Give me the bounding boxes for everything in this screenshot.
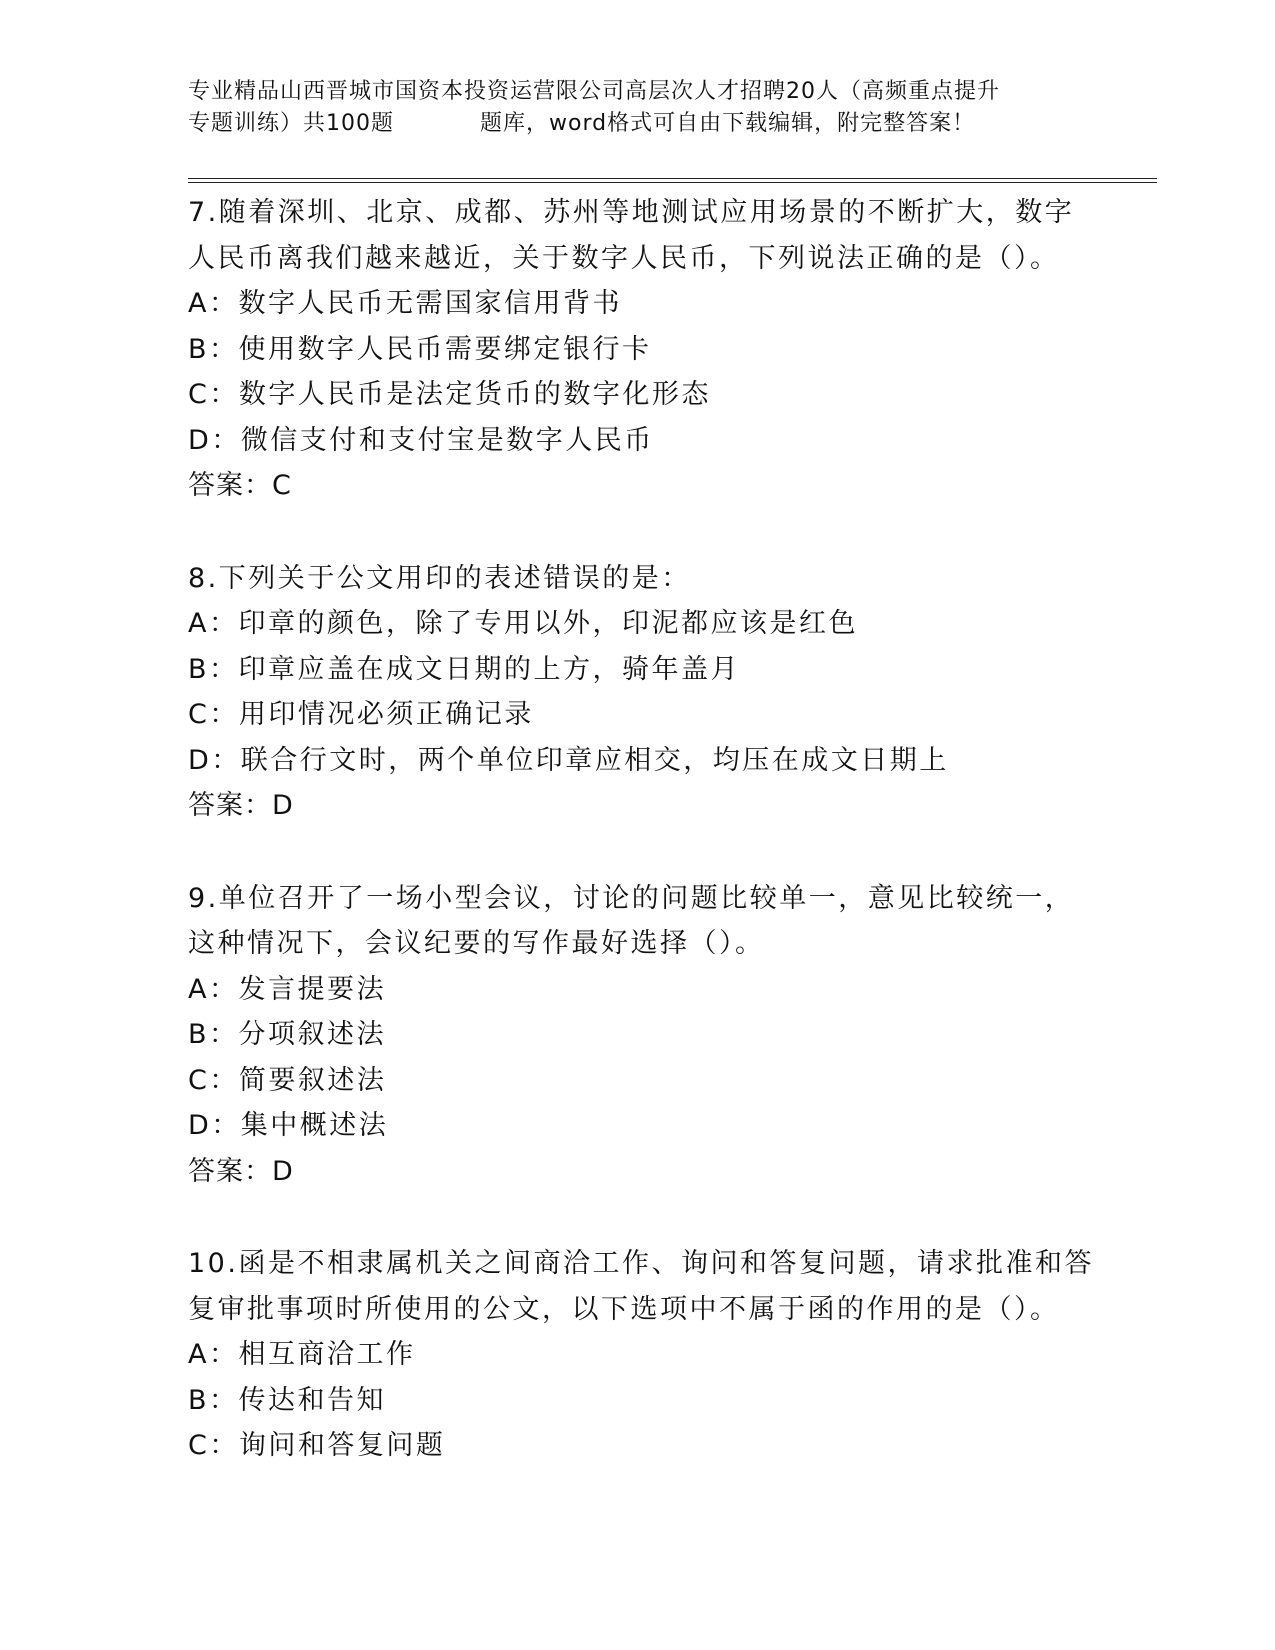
answer-line: 答案：C [188, 470, 292, 501]
option-b: B：印章应盖在成文日期的上方，骑年盖月 [188, 653, 741, 685]
question-stem-line: 复审批事项时所使用的公文，以下选项中不属于函的作用的是（）。 [188, 1293, 1060, 1325]
option-c: C：询问和答复问题 [188, 1430, 446, 1461]
document-header [188, 76, 1088, 140]
option-b: B：使用数字人民币需要绑定银行卡 [188, 333, 652, 365]
question-stem-line: 人民币离我们越来越近，关于数字人民币，下列说法正确的是（）。 [188, 242, 1060, 274]
answer-line: 答案：D [188, 1155, 294, 1187]
question-stem-line: 10.函是不相隶属机关之间商洽工作、询问和答复问题，请求批准和答 [188, 1248, 1094, 1279]
header-title-part-b: 题库，word格式可自由下载编辑，附完整答案！ [480, 111, 976, 136]
question-stem-line: 8.下列关于公文用印的表述错误的是： [188, 562, 691, 594]
option-a: A：数字人民币无需国家信用背书 [188, 288, 622, 319]
option-a: A：发言提要法 [188, 973, 386, 1005]
answer-line: 答案：D [188, 790, 294, 821]
option-b: B：传达和告知 [188, 1384, 387, 1416]
option-d: D：集中概述法 [188, 1110, 389, 1141]
header-divider-bottom [188, 182, 1157, 183]
question-8 [188, 556, 1148, 829]
option-a: A：相互商洽工作 [188, 1339, 416, 1370]
question-list [188, 190, 1148, 1516]
question-10 [188, 1241, 1148, 1469]
header-title-line-2 [188, 108, 1088, 140]
header-title-line-1: 专业精品山西晋城市国资本投资运营限公司高层次人才招聘20人（高频重点提升 [188, 79, 1000, 104]
option-c: C：数字人民币是法定货币的数字化形态 [188, 379, 711, 410]
option-a: A：印章的颜色，除了专用以外，印泥都应该是红色 [188, 608, 858, 639]
option-c: C：用印情况必须正确记录 [188, 699, 534, 730]
question-stem-line: 7.随着深圳、北京、成都、苏州等地测试应用场景的不断扩大，数字 [188, 197, 1075, 228]
header-title-part-a: 专题训练）共100题 [188, 111, 394, 136]
option-b: B：分项叙述法 [188, 1019, 387, 1050]
question-9 [188, 876, 1148, 1195]
header-divider-top [188, 178, 1157, 179]
question-7 [188, 190, 1148, 509]
option-d: D：微信支付和支付宝是数字人民币 [188, 424, 654, 456]
question-stem-line: 这种情况下，会议纪要的写作最好选择（）。 [188, 928, 765, 959]
question-stem-line: 9.单位召开了一场小型会议，讨论的问题比较单一，意见比较统一， [188, 882, 1075, 914]
option-d: D：联合行文时，两个单位印章应相交，均压在成文日期上 [188, 744, 949, 776]
option-c: C：简要叙述法 [188, 1064, 387, 1096]
